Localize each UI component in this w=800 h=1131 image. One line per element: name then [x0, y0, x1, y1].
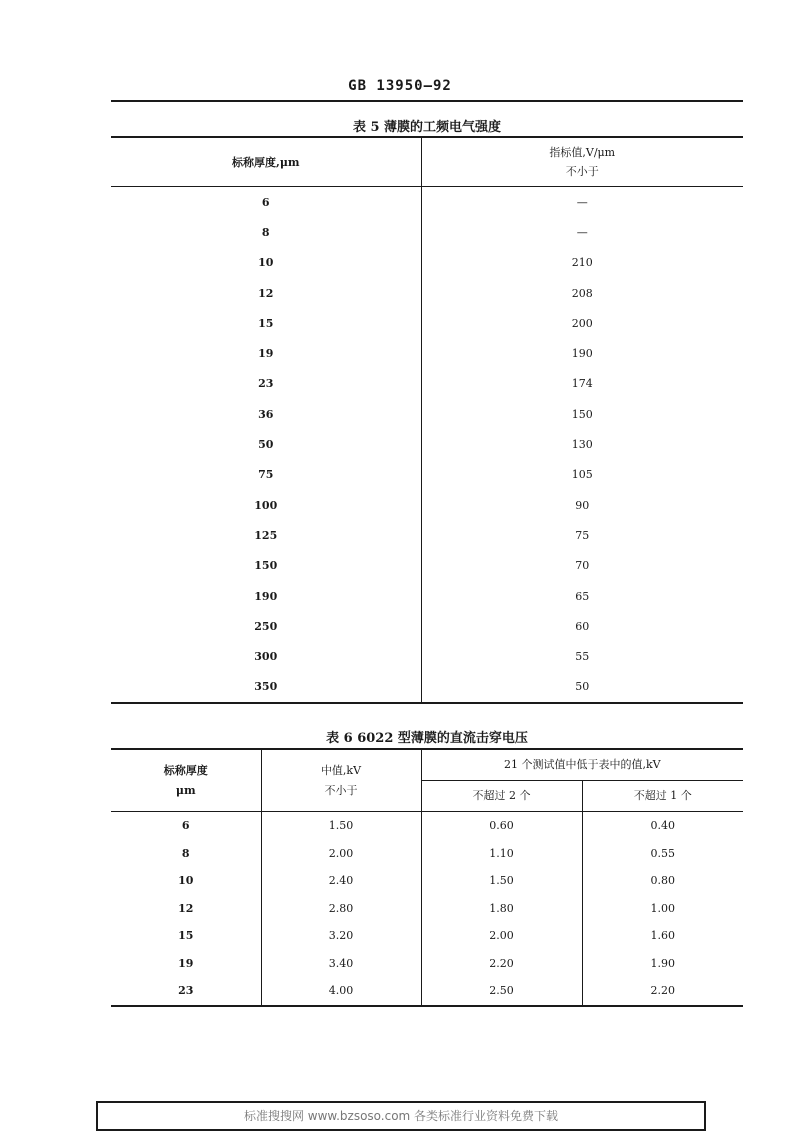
- value-cell: 208: [571, 286, 593, 300]
- table-row: [111, 490, 743, 520]
- thickness-cell: 19: [111, 950, 261, 978]
- table-row: [111, 641, 743, 671]
- table-row: [111, 922, 743, 950]
- table5-header-thickness: 标称厚度,μm: [111, 137, 421, 187]
- table5-electric-strength: [111, 136, 743, 704]
- thickness-cell: 23: [111, 369, 421, 399]
- table-row: [111, 812, 743, 840]
- median-cell: 3.40: [261, 950, 421, 978]
- table-row: [111, 950, 743, 978]
- max2-cell: 1.50: [421, 867, 582, 895]
- median-cell: 2.40: [261, 867, 421, 895]
- median-cell: 2.80: [261, 895, 421, 923]
- thickness-cell: 100: [111, 490, 421, 520]
- table-row: [111, 672, 743, 703]
- table-row: [111, 248, 743, 278]
- thickness-cell: 19: [111, 338, 421, 368]
- max1-cell: 0.80: [650, 874, 675, 888]
- table-row: [111, 551, 743, 581]
- table5-header-value-line1: 指标值,V/μm: [549, 146, 616, 159]
- table5-header-value-line2: 不小于: [565, 165, 599, 178]
- thickness-cell: 36: [111, 399, 421, 429]
- table-row: [111, 895, 743, 923]
- table6-header-thickness-line2: μm: [175, 783, 196, 797]
- table-row: [111, 217, 743, 247]
- table6-dc-breakdown-voltage: [111, 748, 743, 1007]
- table6-header-max2: 不超过 2 个: [421, 781, 582, 812]
- thickness-cell: 350: [111, 672, 421, 703]
- thickness-cell: 12: [111, 278, 421, 308]
- table6-header-median: [261, 749, 421, 812]
- table-row: [111, 867, 743, 895]
- max1-cell: 0.40: [650, 819, 675, 833]
- max2-cell: 2.20: [421, 950, 582, 978]
- value-cell: 50: [575, 680, 590, 694]
- thickness-cell: 125: [111, 520, 421, 550]
- table-row: [111, 840, 743, 868]
- thickness-cell: 10: [111, 867, 261, 895]
- thickness-cell: 190: [111, 581, 421, 611]
- value-cell: 210: [571, 256, 593, 270]
- value-cell: 130: [571, 438, 593, 452]
- thickness-cell: 12: [111, 895, 261, 923]
- max1-cell: 1.90: [650, 956, 675, 970]
- thickness-cell: 15: [111, 308, 421, 338]
- thickness-cell: 8: [111, 217, 421, 247]
- value-cell: 75: [575, 528, 590, 542]
- thickness-cell: 250: [111, 611, 421, 641]
- value-cell: 200: [571, 316, 593, 330]
- table-row: [111, 520, 743, 550]
- max2-cell: 2.00: [421, 922, 582, 950]
- value-cell: 90: [575, 498, 590, 512]
- max1-cell: 0.55: [650, 846, 675, 860]
- table6-caption: 表 6 6022 型薄膜的直流击穿电压: [326, 731, 528, 746]
- table-row: [111, 187, 743, 218]
- thickness-cell: 15: [111, 922, 261, 950]
- value-cell: 174: [571, 377, 593, 391]
- thickness-cell: 10: [111, 248, 421, 278]
- table5-header-row: [111, 137, 743, 187]
- value-cell: 55: [575, 650, 590, 664]
- standard-code-header: GB 13950—92: [348, 78, 452, 94]
- median-cell: 1.50: [261, 812, 421, 840]
- thickness-cell: 300: [111, 641, 421, 671]
- table6-header-thickness-line1: 标称厚度: [163, 763, 208, 777]
- thickness-cell: 75: [111, 460, 421, 490]
- value-cell: —: [576, 225, 588, 239]
- table-row: [111, 308, 743, 338]
- table-row: [111, 399, 743, 429]
- max1-cell: 1.00: [650, 901, 675, 915]
- value-cell: 150: [571, 407, 593, 421]
- max1-cell: 2.20: [650, 984, 675, 998]
- max2-cell: 0.60: [421, 812, 582, 840]
- median-cell: 2.00: [261, 840, 421, 868]
- table6-header-max1: 不超过 1 个: [582, 781, 743, 812]
- value-cell: 65: [575, 589, 590, 603]
- thickness-cell: 23: [111, 977, 261, 1006]
- table-row: [111, 460, 743, 490]
- max2-cell: 1.80: [421, 895, 582, 923]
- footer-watermark-banner: 标准搜搜网 www.bzsoso.com 各类标准行业资料免费下载: [96, 1101, 706, 1131]
- max2-cell: 1.10: [421, 840, 582, 868]
- thickness-cell: 6: [111, 812, 261, 840]
- value-cell: 105: [571, 468, 593, 482]
- median-cell: 4.00: [261, 977, 421, 1006]
- table6-header-row-1: [111, 749, 743, 781]
- table6-header-median-line2: 不小于: [324, 783, 358, 797]
- median-cell: 3.20: [261, 922, 421, 950]
- table5-header-value: [421, 137, 743, 187]
- thickness-cell: 150: [111, 551, 421, 581]
- table5-caption: 表 5 薄膜的工频电气强度: [352, 120, 502, 135]
- thickness-cell: 6: [111, 187, 421, 218]
- table6-header-group: 21 个测试值中低于表中的值,kV: [421, 749, 743, 781]
- value-cell: 190: [571, 347, 593, 361]
- table6-header-median-line1: 中值,kV: [320, 763, 362, 777]
- table-row: [111, 338, 743, 368]
- table-row: [111, 611, 743, 641]
- table-row: [111, 278, 743, 308]
- thickness-cell: 50: [111, 429, 421, 459]
- table-row: [111, 581, 743, 611]
- max1-cell: 1.60: [650, 929, 675, 943]
- value-cell: —: [576, 195, 588, 209]
- thickness-cell: 8: [111, 840, 261, 868]
- table-row: [111, 429, 743, 459]
- max2-cell: 2.50: [421, 977, 582, 1006]
- header-rule: [111, 100, 743, 102]
- value-cell: 60: [575, 619, 590, 633]
- table6-header-thickness: [111, 749, 261, 812]
- value-cell: 70: [575, 559, 590, 573]
- table-row: [111, 977, 743, 1006]
- table-row: [111, 369, 743, 399]
